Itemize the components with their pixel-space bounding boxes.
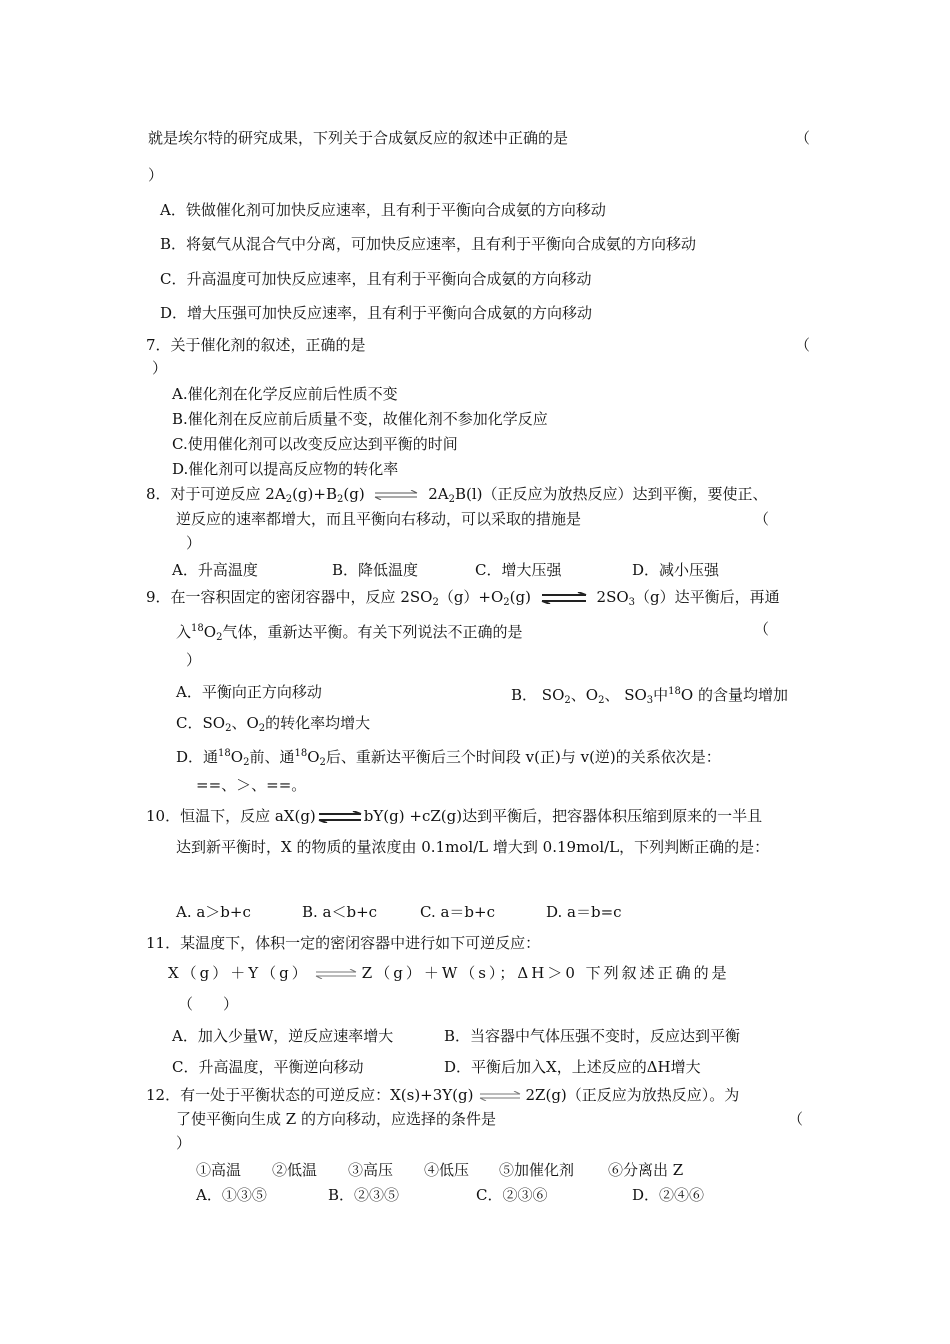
- q9-line2: 入$^{18}O_2$气体，重新达平衡。有关下列说法不正确的是: [176, 623, 523, 643]
- reversible-arrow-icon: [314, 969, 358, 979]
- q12-option-b: B．②③⑤: [328, 1186, 400, 1204]
- q10-option-c: C. a＝b+c: [420, 903, 495, 921]
- q7-option-b: B.催化剂在反应前后质量不变，故催化剂不参加化学反应: [172, 410, 548, 428]
- q8-stem: 8．对于可逆反应 $2A_2(g)+B_2(g)$ $2A_2B(l)$（正反应为放热反应）达到平衡，要使正、: [146, 485, 768, 505]
- q10-option-a: A. a＞b+c: [176, 903, 251, 921]
- q6-option-a: A．铁做催化剂可加快反应速率，且有利于平衡向合成氨的方向移动: [160, 201, 606, 219]
- q12-condition-6: ⑥分离出 Z: [608, 1161, 684, 1179]
- q10-line2: 达到新平衡时，X 的物质的量浓度由 0.1mol/L 增大到 0.19mol/L，下列判断正确的是：: [176, 838, 770, 856]
- q12-condition-3: ③高压: [348, 1161, 394, 1179]
- q10-option-d: D. a＝b=c: [546, 903, 622, 921]
- q11-option-c: C．升高温度，平衡逆向移动: [172, 1058, 364, 1076]
- q8-paren-open: （: [754, 510, 770, 528]
- q9-paren-open: （: [754, 620, 770, 638]
- q9-paren-close: ）: [186, 651, 202, 669]
- q7-stem: 7．关于催化剂的叙述，正确的是: [146, 336, 366, 354]
- q6-stem: 就是埃尔特的研究成果，下列关于合成氨反应的叙述中正确的是: [148, 129, 569, 147]
- reversible-arrow-icon: [317, 811, 363, 823]
- q12-option-d: D．②④⑥: [632, 1186, 705, 1204]
- q12-line2: 了使平衡向生成 Z 的方向移动，应选择的条件是: [176, 1110, 496, 1128]
- q11-option-d: D．平衡后加入X，上述反应的ΔH增大: [444, 1058, 701, 1076]
- q8-paren-close: ）: [186, 534, 202, 552]
- q8-option-a: A．升高温度: [172, 561, 258, 579]
- q7-option-a: A.催化剂在化学反应前后性质不变: [172, 385, 398, 403]
- q7-paren-open: （: [795, 336, 811, 354]
- q6-option-c: C．升高温度可加快反应速率，且有利于平衡向合成氨的方向移动: [160, 270, 592, 288]
- q12-paren-close: ）: [176, 1134, 192, 1152]
- q6-paren-close: ）: [148, 166, 164, 184]
- q11-option-a: A．加入少量W，逆反应速率增大: [172, 1027, 394, 1045]
- q11-equation: X（g）＋Y（g） Z（g）＋W（s）；ΔH＞0 下列叙述正确的是: [168, 964, 730, 982]
- q10-stem: 10．恒温下，反应 aX(g) bY(g) +cZ(g)达到平衡后，把容器体积压缩到原来的一半且: [146, 807, 763, 825]
- q11-stem: 11．某温度下，体积一定的密闭容器中进行如下可逆反应：: [146, 934, 541, 952]
- q12-option-c: C．②③⑥: [476, 1186, 548, 1204]
- q9-stem: 9．在一容积固定的密闭容器中，反应 $2SO_2(g)+O_2(g)$ $2SO_3(g)$达平衡后，再通: [146, 588, 780, 608]
- q12-condition-1: ①高温: [196, 1161, 242, 1179]
- q11-option-b: B．当容器中气体压强不变时，反应达到平衡: [444, 1027, 741, 1045]
- q12-condition-5: ⑤加催化剂: [499, 1161, 575, 1179]
- q9-option-a: A．平衡向正方向移动: [176, 683, 322, 701]
- q12-stem: 12．有一处于平衡状态的可逆反应：X(s)+3Y(g) 2Z(g)（正反应为放热反应）。为: [146, 1086, 740, 1104]
- reversible-arrow-icon: [478, 1091, 522, 1101]
- q6-option-d: D．增大压强可加快反应速率，且有利于平衡向合成氨的方向移动: [160, 304, 593, 322]
- q9-option-d-line2: ==、＞、==。: [196, 776, 307, 794]
- q7-option-d: D.催化剂可以提高反应物的转化率: [172, 460, 399, 478]
- q9-option-c: C．$SO_2$、$O_2$的转化率均增大: [176, 714, 371, 734]
- q9-option-b: B． $SO_2$、$O_2$、 $SO_3$中$^{18}$O 的含量均增加: [511, 686, 788, 706]
- reversible-arrow-icon: [540, 592, 588, 604]
- q8-option-d: D．减小压强: [632, 561, 720, 579]
- reversible-arrow-icon: [373, 490, 419, 500]
- q8-option-c: C．增大压强: [475, 561, 562, 579]
- q7-option-c: C.使用催化剂可以改变反应达到平衡的时间: [172, 435, 458, 453]
- q12-option-a: A．①③⑤: [196, 1186, 267, 1204]
- q7-paren-close: ）: [152, 359, 168, 377]
- q11-paren: （ ）: [178, 995, 239, 1013]
- q6-option-b: B．将氨气从混合气中分离，可加快反应速率，且有利于平衡向合成氨的方向移动: [160, 235, 697, 253]
- q12-condition-4: ④低压: [424, 1161, 470, 1179]
- q9-option-d: D．通$^{18}O_2$前、通$^{18}O_2$后、重新达平衡后三个时间段 v(正)与 v(逆)的关系依次是：: [176, 748, 721, 768]
- q10-option-b: B. a＜b+c: [302, 903, 378, 921]
- q12-paren-open: （: [788, 1110, 804, 1128]
- q8-line2: 逆反应的速率都增大，而且平衡向右移动，可以采取的措施是: [176, 510, 582, 528]
- q8-option-b: B．降低温度: [332, 561, 419, 579]
- q6-paren-open: （: [795, 129, 811, 147]
- q12-condition-2: ②低温: [272, 1161, 318, 1179]
